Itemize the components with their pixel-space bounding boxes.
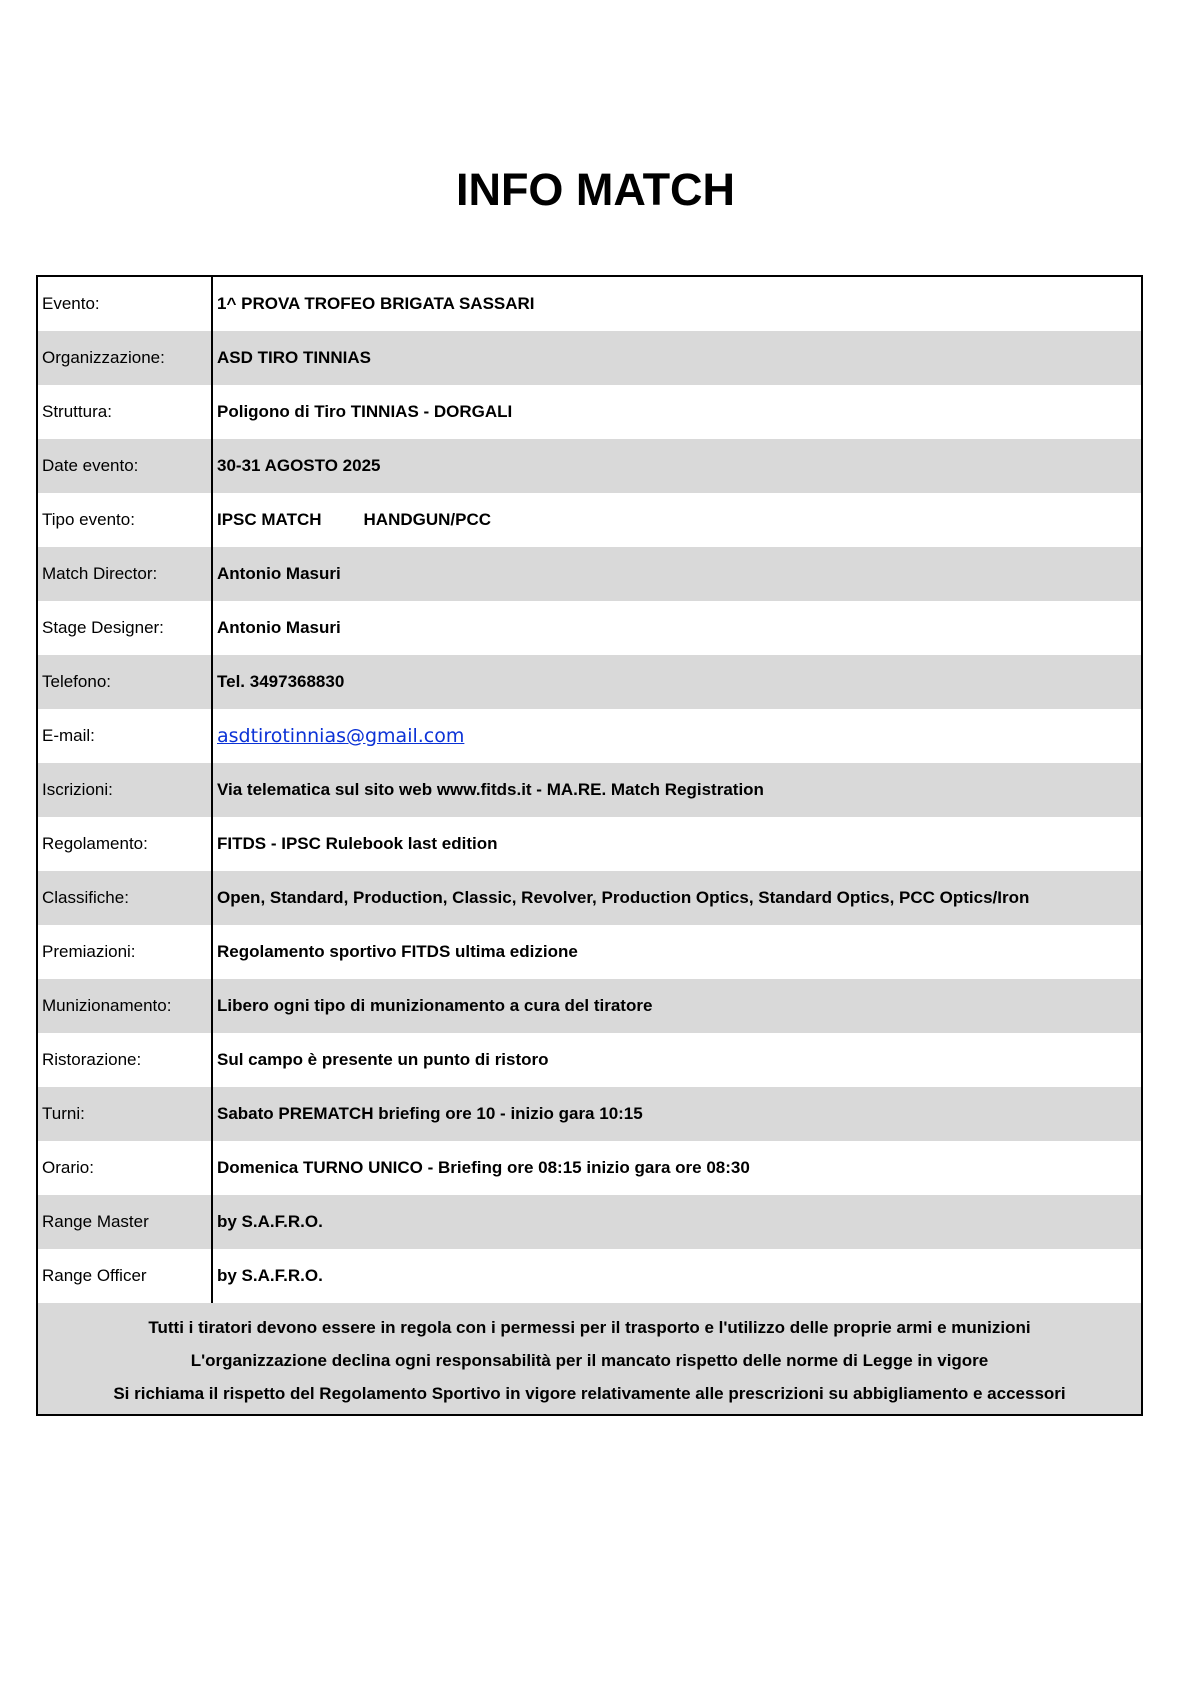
info-table: [36, 275, 1143, 1416]
value-regolamento: FITDS - IPSC Rulebook last edition: [217, 834, 498, 853]
label-telefono: Telefono:: [38, 655, 213, 709]
label-email: E-mail:: [38, 709, 213, 763]
value-range-master: by S.A.F.R.O.: [217, 1212, 323, 1231]
note-permessi: Tutti i tiratori devono essere in regola con i permessi per il trasporto e l'utilizzo delle proprie armi e munizioni: [148, 1318, 1031, 1337]
row-date-evento: [38, 439, 1141, 493]
value-organizzazione: ASD TIRO TINNIAS: [217, 348, 371, 367]
notes-block: [38, 1303, 1141, 1414]
label-iscrizioni: Iscrizioni:: [38, 763, 213, 817]
label-tipo-evento: Tipo evento:: [38, 493, 213, 547]
row-range-officer: [38, 1249, 1141, 1303]
value-range-officer: by S.A.F.R.O.: [217, 1266, 323, 1285]
label-range-officer: Range Officer: [38, 1249, 213, 1303]
label-regolamento: Regolamento:: [38, 817, 213, 871]
value-email: [213, 709, 1141, 763]
value-date-evento: 30-31 AGOSTO 2025: [217, 456, 381, 475]
label-organizzazione: Organizzazione:: [38, 331, 213, 385]
value-orario: Domenica TURNO UNICO - Briefing ore 08:15 inizio gara ore 08:30: [217, 1158, 750, 1177]
value-stage-designer: Antonio Masuri: [217, 618, 341, 637]
value-telefono: Tel. 3497368830: [217, 672, 345, 691]
row-email: [38, 709, 1141, 763]
label-range-master: Range Master: [38, 1195, 213, 1249]
label-munizionamento: Munizionamento:: [38, 979, 213, 1033]
row-range-master: [38, 1195, 1141, 1249]
value-evento: 1^ PROVA TROFEO BRIGATA SASSARI: [217, 294, 535, 313]
label-date-evento: Date evento:: [38, 439, 213, 493]
value-tipo-evento-division: HANDGUN/PCC: [363, 510, 492, 529]
label-match-director: Match Director:: [38, 547, 213, 601]
label-orario: Orario:: [38, 1141, 213, 1195]
value-match-director: Antonio Masuri: [217, 564, 341, 583]
row-regolamento: [38, 817, 1141, 871]
row-evento: [38, 277, 1141, 331]
row-classifiche: [38, 871, 1141, 925]
page-title: INFO MATCH: [455, 164, 736, 215]
value-tipo-evento: [213, 493, 1141, 547]
label-struttura: Struttura:: [38, 385, 213, 439]
value-classifiche: Open, Standard, Production, Classic, Revolver, Production Optics, Standard Optics, PCC Optics/Iron: [217, 888, 1030, 907]
row-orario: [38, 1141, 1141, 1195]
value-premiazioni: Regolamento sportivo FITDS ultima edizione: [217, 942, 578, 961]
row-stage-designer: [38, 601, 1141, 655]
row-struttura: [38, 385, 1141, 439]
label-premiazioni: Premiazioni:: [38, 925, 213, 979]
row-tipo-evento: [38, 493, 1141, 547]
value-ristorazione: Sul campo è presente un punto di ristoro: [217, 1050, 549, 1069]
row-organizzazione: [38, 331, 1141, 385]
value-iscrizioni: Via telematica sul sito web www.fitds.it - MA.RE. Match Registration: [217, 780, 764, 799]
row-premiazioni: [38, 925, 1141, 979]
label-evento: Evento:: [38, 277, 213, 331]
label-stage-designer: Stage Designer:: [38, 601, 213, 655]
label-classifiche: Classifiche:: [38, 871, 213, 925]
value-munizionamento: Libero ogni tipo di munizionamento a cura del tiratore: [217, 996, 653, 1015]
label-turni: Turni:: [38, 1087, 213, 1141]
email-link[interactable]: asdtirotinnias@gmail.com: [217, 725, 465, 747]
row-munizionamento: [38, 979, 1141, 1033]
value-struttura: Poligono di Tiro TINNIAS - DORGALI: [217, 402, 513, 421]
note-regolamento-sportivo: Si richiama il rispetto del Regolamento Sportivo in vigore relativamente alle prescrizioni su abbigliamento e accessori: [113, 1384, 1066, 1403]
row-telefono: [38, 655, 1141, 709]
value-turni: Sabato PREMATCH briefing ore 10 - inizio gara 10:15: [217, 1104, 643, 1123]
row-iscrizioni: [38, 763, 1141, 817]
value-tipo-evento-match: IPSC MATCH: [217, 510, 322, 529]
row-match-director: [38, 547, 1141, 601]
label-ristorazione: Ristorazione:: [38, 1033, 213, 1087]
row-ristorazione: [38, 1033, 1141, 1087]
row-turni: [38, 1087, 1141, 1141]
note-responsabilita: L'organizzazione declina ogni responsabilità per il mancato rispetto delle norme di Legge in vigore: [190, 1351, 989, 1370]
